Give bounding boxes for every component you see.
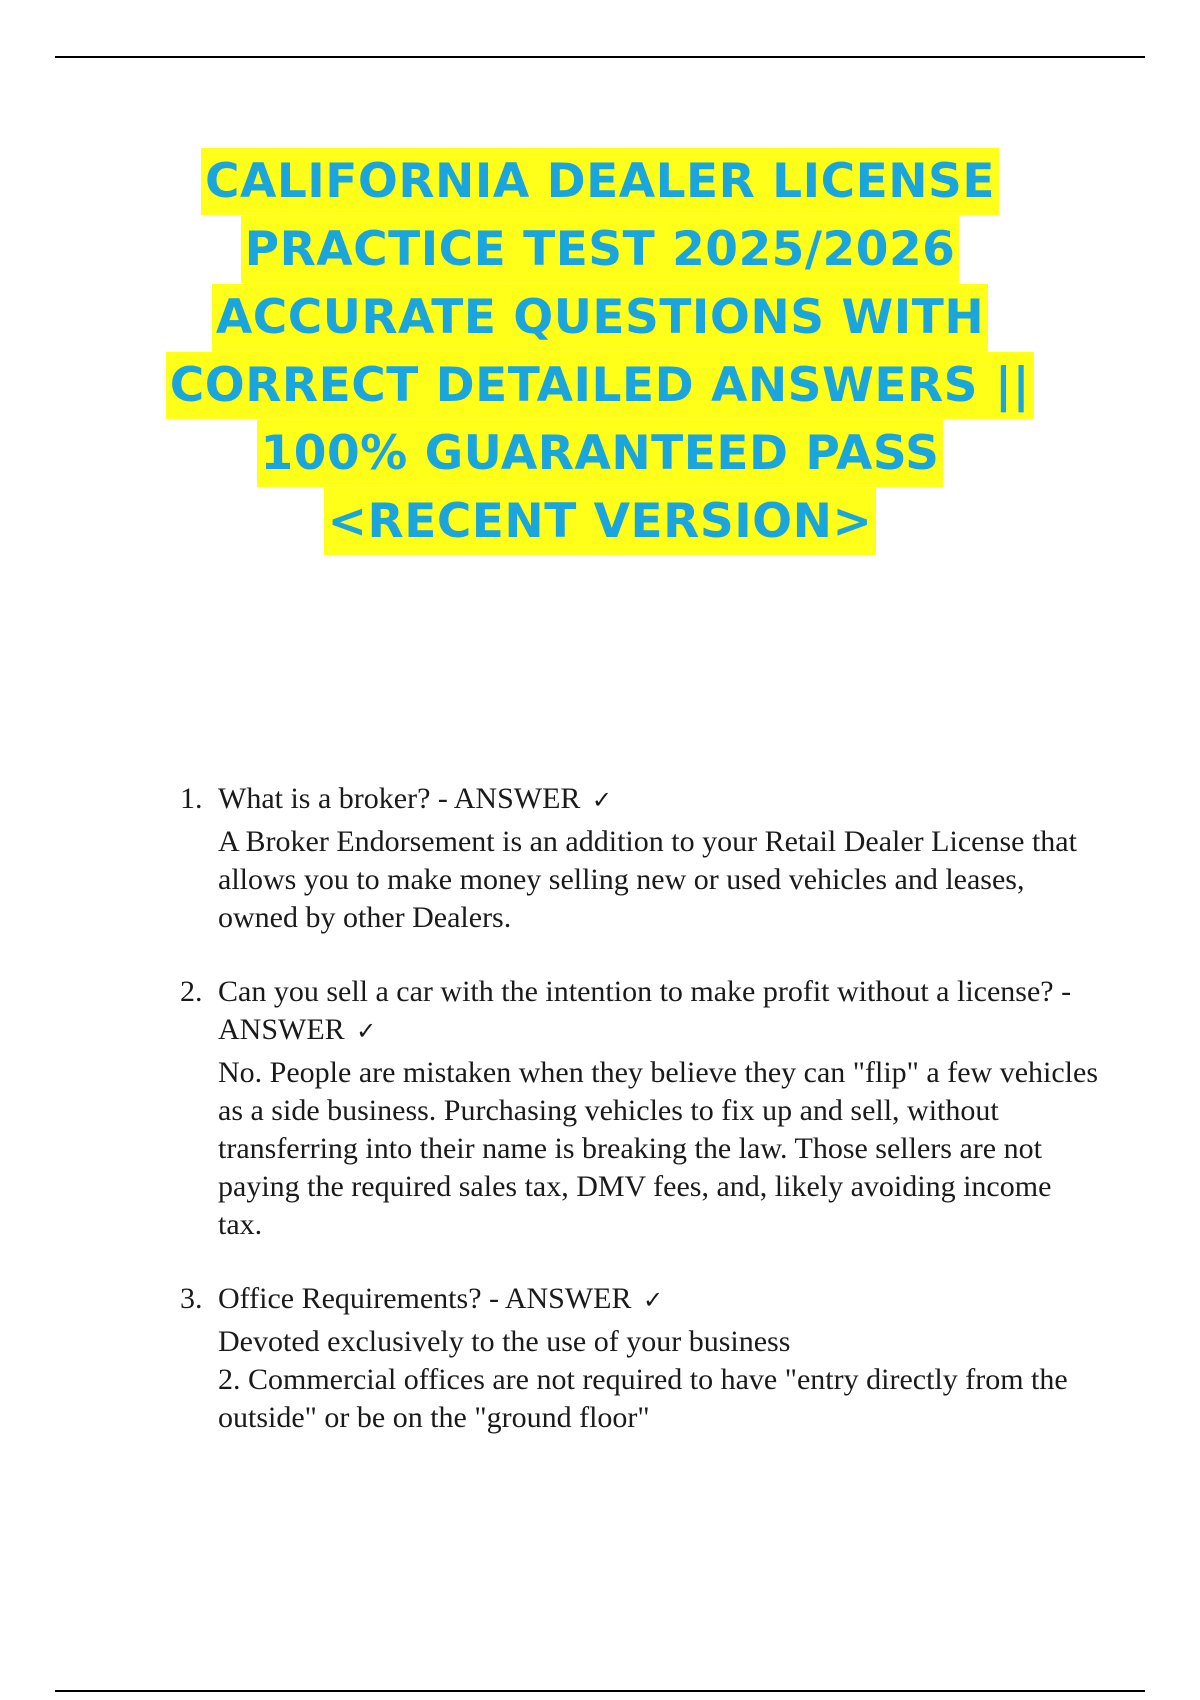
answer-line: No. People are mistaken when they believe they can "flip" a few vehicles as a side business. Purchasing vehicles to fix up and sell, without transferring into their name is breaking the law. Those sellers are not paying the required sales tax, DMV fees, and, likely avoiding income tax. — [218, 1056, 1099, 1241]
question-label: Can you sell a car with the intention to make profit without a license? - ANSWER — [218, 975, 1072, 1046]
title-line: <RECENT VERSION> — [324, 488, 877, 555]
title-line: ACCURATE QUESTIONS WITH — [212, 284, 988, 351]
question-number: 2. — [180, 975, 203, 1008]
title-line: 100% GUARANTEED PASS — [257, 420, 944, 487]
top-rule — [55, 56, 1145, 58]
question-number: 1. — [180, 782, 203, 815]
question-text — [218, 780, 1100, 819]
answer-line: 2. Commercial offices are not required to have "entry directly from the outside" or be on the "ground floor" — [218, 1363, 1068, 1434]
question-item — [180, 780, 1100, 937]
question-item — [180, 1280, 1100, 1437]
answer-text — [218, 1054, 1100, 1244]
question-label: Office Requirements? - ANSWER — [218, 1282, 632, 1315]
bottom-rule — [55, 1690, 1145, 1692]
checkmark-icon: ✓ — [356, 1017, 377, 1045]
title-line: CALIFORNIA DEALER LICENSE — [201, 148, 999, 215]
answer-line: Devoted exclusively to the use of your business — [218, 1325, 791, 1358]
question-number: 3. — [180, 1282, 203, 1315]
document-title — [100, 148, 1100, 556]
question-label: What is a broker? - ANSWER — [218, 782, 581, 815]
question-list — [180, 780, 1100, 1473]
answer-text — [218, 1323, 1100, 1437]
question-item — [180, 973, 1100, 1244]
answer-line: A Broker Endorsement is an addition to your Retail Dealer License that allows you to make money selling new or used vehicles and leases, owned by other Dealers. — [218, 825, 1077, 934]
question-text — [218, 1280, 1100, 1319]
title-line: PRACTICE TEST 2025/2026 — [241, 216, 960, 283]
title-line: CORRECT DETAILED ANSWERS || — [166, 352, 1034, 419]
checkmark-icon: ✓ — [591, 786, 613, 814]
answer-text — [218, 823, 1100, 937]
checkmark-icon: ✓ — [643, 1286, 664, 1314]
question-text — [218, 973, 1100, 1050]
